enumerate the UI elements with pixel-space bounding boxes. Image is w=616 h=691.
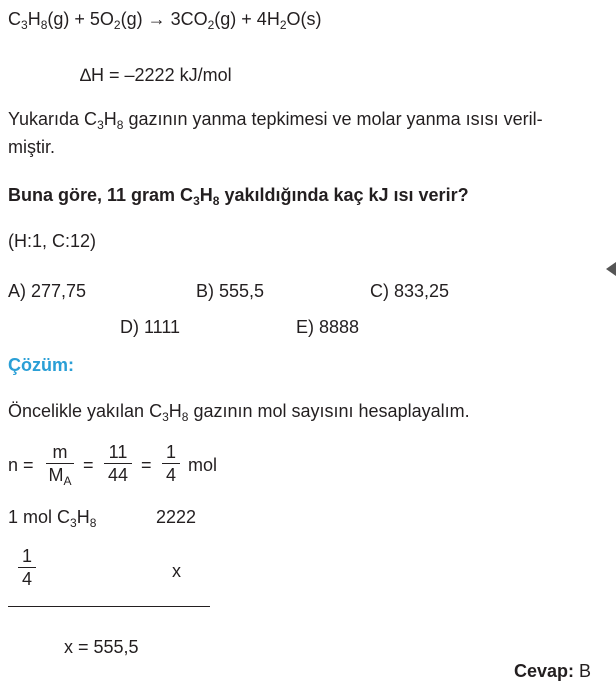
equals-sign-1: =	[83, 455, 94, 475]
intro-line-1: Yukarıda $C_3H_8$ gazının yanma tepkimesi ve molar yanma ısısı veril-	[8, 109, 543, 132]
divider-line	[8, 606, 210, 607]
enthalpy-value: ∆H = –2222 kJ/mol	[80, 65, 232, 85]
solution-heading: Çözüm:	[8, 355, 74, 375]
option-d[interactable]: D) 1111	[120, 317, 181, 337]
fraction-m-over-ma: m $M_A$	[46, 442, 74, 485]
option-e[interactable]: E) 8888	[296, 317, 360, 337]
proportion-row-2-fraction: 1 4	[18, 546, 36, 589]
option-b[interactable]: B) 555,5	[196, 281, 265, 301]
formula-lhs: n =	[8, 455, 34, 475]
option-c[interactable]: C) 833,25	[370, 281, 450, 301]
proportion-row-1-right: 2222	[156, 507, 197, 527]
result-value: x = 555,5	[64, 637, 139, 657]
proportion-row-1-left: 1 mol $C_3H_8$	[8, 507, 97, 530]
intro-line-2: miştir.	[8, 137, 55, 157]
answer-line: Cevap: B	[514, 661, 592, 681]
question-text: Buna göre, 11 gram $C_3H_8$ yakıldığında kaç kJ ısı verir?	[8, 185, 469, 208]
mol-unit: mol	[188, 455, 218, 475]
fraction-1-over-4: 1 4	[162, 442, 180, 485]
fraction-11-over-44: 11 44	[104, 442, 132, 485]
solution-intro: Öncelikle yakılan $C_3H_8$ gazının mol sayısını hesaplayalım.	[8, 401, 470, 424]
atomic-masses: (H:1, C:12)	[8, 231, 97, 251]
proportion-row-2-x: x	[172, 561, 181, 581]
option-a[interactable]: A) 277,75	[8, 281, 87, 301]
equals-sign-2: =	[141, 455, 152, 475]
reaction-equation: $C_3H_8(g) + 5O_2(g) \to 3CO_2(g) + 4H_2O(s)$	[8, 9, 322, 32]
pen-icon	[606, 262, 616, 276]
